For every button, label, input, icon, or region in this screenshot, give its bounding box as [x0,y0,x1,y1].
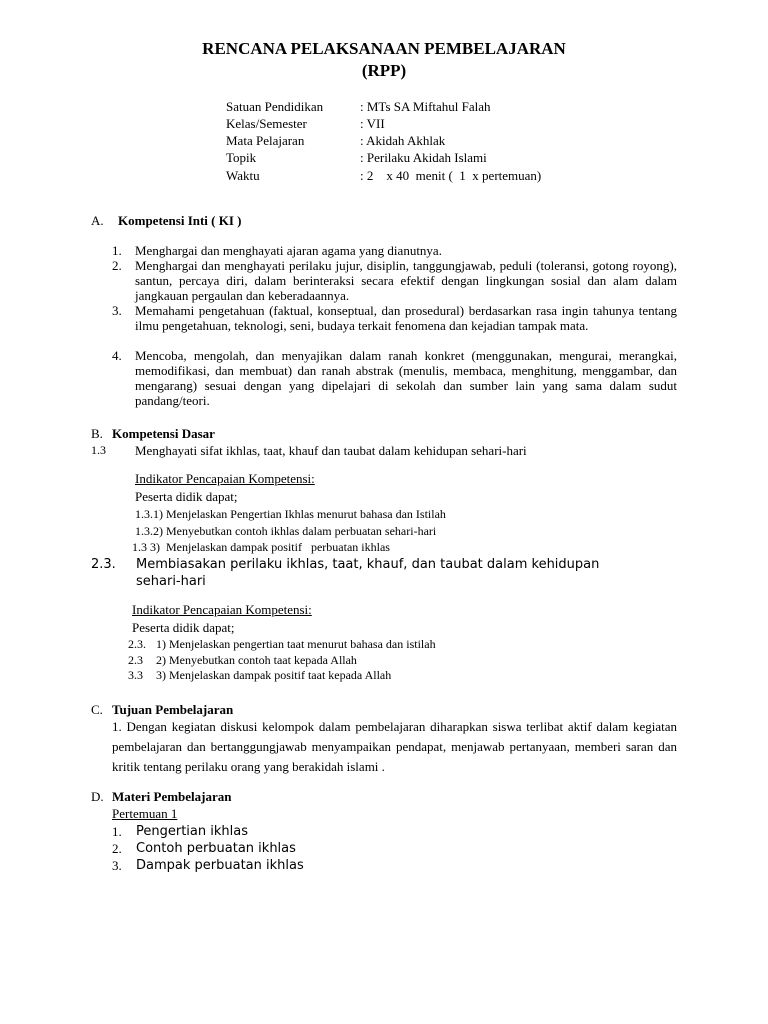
section-a-heading: Kompetensi Inti ( KI ) [118,213,242,228]
list-item-number: 3. [112,858,122,873]
indicator-heading: Indikator Pencapaian Kompetensi: [135,471,315,486]
indicator-item: 1) Menjelaskan pengertian taat menurut bahasa dan istilah [156,637,436,651]
indicator-item: 3) Menjelaskan dampak positif taat kepada Allah [156,668,392,682]
identity-label: Mata Pelajaran [226,133,305,148]
identity-label: Satuan Pendidikan [226,99,324,114]
list-item: Dampak perbuatan ikhlas [136,858,304,873]
identity-label: Topik [226,150,257,165]
identity-label: Kelas/Semester [226,116,307,131]
section-d-heading: Materi Pembelajaran [112,789,232,804]
indicator-heading: Indikator Pencapaian Kompetensi: [132,602,312,617]
identity-value: : 2 x 40 menit ( 1 x pertemuan) [360,168,542,183]
identity-value: : Perilaku Akidah Islami [360,150,487,165]
list-item: Contoh perbuatan ikhlas [136,841,296,856]
indicator-number: 2.3. [128,637,146,651]
document-subtitle: (RPP) [361,61,407,80]
kd-number: 1.3 [91,443,106,457]
list-item: Pengertian ikhlas [136,824,248,839]
list-item-number: 1. [112,824,122,839]
list-item: Mencoba, mengolah, dan menyajikan dalam ranah konkret (menggunakan, mengurai, merangkai, memodifikasi, dan membuat) dan ranah abstrak (menulis, membaca, menghitung, menggambar, dan mengarang) sesuai dengan yang dipelajari di sekolah dan sumber lain yang sama dalam sudut pandang/teori. [135,348,677,408]
document-title: RENCANA PELAKSANAAN PEMBELAJARAN [202,39,566,58]
identity-label: Waktu [226,168,260,183]
kd-text: Menghayati sifat ikhlas, taat, khauf dan taubat dalam kehidupan sehari-hari [135,443,527,458]
indicator-item: 1.3.1) Menjelaskan Pengertian Ikhlas menurut bahasa dan Istilah [135,507,446,521]
section-a-letter: A. [91,213,104,228]
indicator-number: 3.3 [128,668,143,682]
list-item: Memahami pengetahuan (faktual, konseptual, dan prosedural) berdasarkan rasa ingin tahunya tentang ilmu pengetahuan, teknologi, seni, budaya terkait fenomena dan kejadian tampak mata. [135,303,677,333]
indicator-item: 1.3.2) Menyebutkan contoh ikhlas dalam perbuatan sehari-hari [135,524,437,538]
indicator-number: 2.3 [128,653,143,667]
learning-objective-text: 1. Dengan kegiatan diskusi kelompok dalam pembelajaran diharapkan siswa terlibat aktif dalam kegiatan pembelajaran dan bertanggungjawab menyampaikan pendapat, menjawab pertanyaan, memberi saran dan kritik tentang perilaku orang yang berakidah islami . [112,719,677,774]
kd-text: Membiasakan perilaku ikhlas, taat, khauf, dan taubat dalam kehidupan [136,557,600,572]
section-c-heading: Tujuan Pembelajaran [112,702,234,717]
list-item-number: 2. [112,841,122,856]
list-item: Menghargai dan menghayati ajaran agama yang dianutnya. [135,243,442,258]
indicator-item: 2) Menyebutkan contoh taat kepada Allah [156,653,357,667]
identity-value: : Akidah Akhlak [360,133,446,148]
indicator-intro: Peserta didik dapat; [135,489,238,504]
kd-text-continued: sehari-hari [136,574,206,589]
meeting-label: Pertemuan 1 [112,806,178,821]
indicator-intro: Peserta didik dapat; [132,620,235,635]
indicator-item: 1.3 3) Menjelaskan dampak positif perbuatan ikhlas [132,540,390,554]
list-item-number: 3. [112,303,122,318]
list-item-number: 1. [112,243,122,258]
section-b-heading: Kompetensi Dasar [112,426,215,441]
section-c-letter: C. [91,702,103,717]
identity-value: : VII [360,116,385,131]
list-item: Menghargai dan menghayati perilaku jujur, disiplin, tanggungjawab, peduli (toleransi, gotong royong), santun, percaya diri, dalam berinteraksi secara efektif dengan lingkungan sosial dan alam dalam jangkauan pergaulan dan keberadaannya. [135,258,677,303]
section-d-letter: D. [91,789,104,804]
kd-number: 2.3. [91,557,116,572]
list-item-number: 2. [112,258,122,273]
list-item-number: 4. [112,348,122,363]
identity-value: : MTs SA Miftahul Falah [360,99,491,114]
section-b-letter: B. [91,426,103,441]
